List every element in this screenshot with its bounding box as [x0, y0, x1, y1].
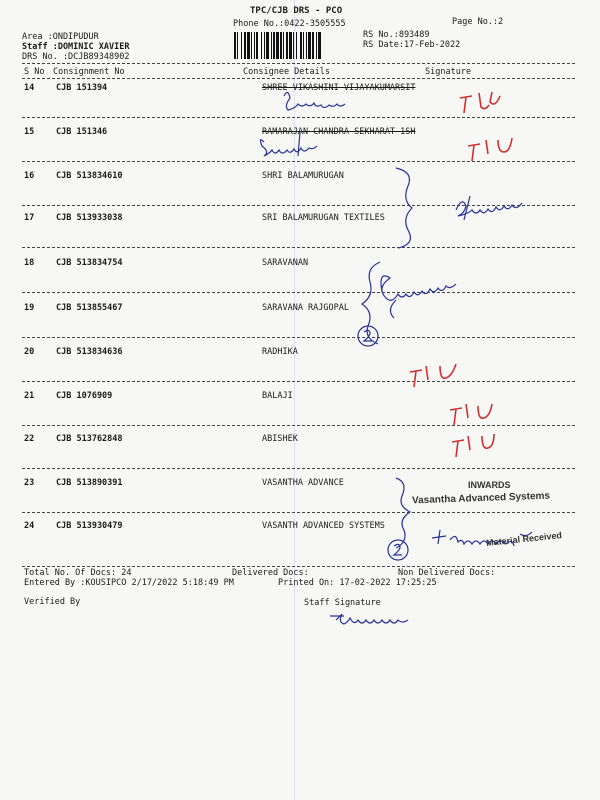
row-consignment-no: CJB 513834636 — [56, 347, 123, 357]
row-consignment-no: CJB 151394 — [56, 83, 108, 93]
row-sno: 24 — [24, 521, 35, 531]
delivered-docs: Delivered Docs: — [232, 568, 309, 578]
row-sno: 22 — [24, 434, 35, 444]
row-sno: 15 — [24, 127, 35, 137]
signature-row18 — [381, 276, 456, 318]
staff-signature-label: Staff Signature — [304, 598, 381, 608]
rs-date: RS Date:17-Feb-2022 — [363, 40, 461, 50]
row-consignment-no: CJB 513834610 — [56, 171, 123, 181]
drs-number: DRS No. :DCJB89348902 — [22, 52, 130, 62]
col-sno-header: S No — [24, 67, 45, 77]
entered-by: Entered By :KOUSIPCO 2/17/2022 5:18:49 PM — [24, 578, 234, 588]
page-number: Page No.:2 — [452, 17, 504, 27]
signature-row17 — [456, 196, 522, 220]
row-sno: 16 — [24, 171, 35, 181]
row-consignee: VASANTH ADVANCED SYSTEMS — [262, 521, 385, 531]
row-consignee: RAMARAJAN CHANDRA SEKHARAT 1SH — [262, 127, 416, 137]
phone-number: Phone No.:0422-3505555 — [233, 19, 346, 29]
row-consignment-no: CJB 513890391 — [56, 478, 123, 488]
rs-number: RS No.:893489 — [363, 30, 430, 40]
row-sno: 14 — [24, 83, 35, 93]
row-sno: 23 — [24, 478, 35, 488]
document-title: TPC/CJB DRS - PCO — [250, 6, 343, 16]
brace-row16-17 — [396, 168, 412, 248]
brace-row23-24 — [396, 478, 410, 548]
verified-by: Verified By — [24, 597, 81, 607]
signature-row14 — [284, 92, 345, 110]
row-consignee: SHRI BALAMURUGAN — [262, 171, 344, 181]
row-sno: 17 — [24, 213, 35, 223]
area-field: Area :ONDIPUDUR — [22, 32, 99, 42]
row-sno: 19 — [24, 303, 35, 313]
non-delivered-docs: Non Delivered Docs: — [398, 568, 496, 578]
row-consignment-no: CJB 513834754 — [56, 258, 123, 268]
total-docs: Total No. Of Docs: 24 — [24, 568, 132, 578]
row-sno: 21 — [24, 391, 35, 401]
tlu-mark-row21 — [450, 404, 492, 425]
col-consignee-header: Consignee Details — [243, 67, 330, 77]
row-consignment-no: CJB 513933038 — [56, 213, 123, 223]
signature-row15 — [260, 132, 317, 156]
row-consignee: ABISHEK — [262, 434, 298, 444]
tlu-mark-row15 — [468, 138, 512, 161]
col-signature-header: Signature — [425, 67, 472, 77]
row-consignee: SARAVANA RAJGOPAL — [262, 303, 349, 313]
printed-on: Printed On: 17-02-2022 17:25:25 — [278, 578, 437, 588]
tlu-mark-row20 — [410, 364, 456, 387]
col-consignment-header: Consignment No — [53, 67, 125, 77]
staff-field: Staff :DOMINIC XAVIER — [22, 42, 130, 52]
row-consignment-no: CJB 151346 — [56, 127, 108, 137]
row-consignment-no: CJB 513762848 — [56, 434, 123, 444]
row-consignment-no: CJB 513930479 — [56, 521, 123, 531]
row-consignment-no: CJB 1076909 — [56, 391, 113, 401]
row-consignee: SARAVANAN — [262, 258, 309, 268]
row-consignee: BALAJI — [262, 391, 293, 401]
tlu-mark-row22 — [452, 434, 494, 457]
row-consignee: SRI BALAMURUGAN TEXTILES — [262, 213, 385, 223]
circled-2-row24 — [388, 540, 408, 560]
row-sno: 20 — [24, 347, 35, 357]
stamp-company: Vasantha Advanced Systems — [411, 490, 551, 507]
row-sno: 18 — [24, 258, 35, 268]
stamp-inwards: INWARDS — [468, 480, 511, 490]
row-consignee: VASANTHA ADVANCE — [262, 478, 344, 488]
row-consignee: RADHIKA — [262, 347, 298, 357]
staff-signature — [330, 614, 408, 624]
stamp-material-received: Material Received — [485, 530, 563, 548]
row-consignee: SHREE VIKASHINI VIJAYAKUMARSIT — [262, 83, 416, 93]
row-consignment-no: CJB 513855467 — [56, 303, 123, 313]
tlu-mark-row14 — [460, 92, 500, 113]
